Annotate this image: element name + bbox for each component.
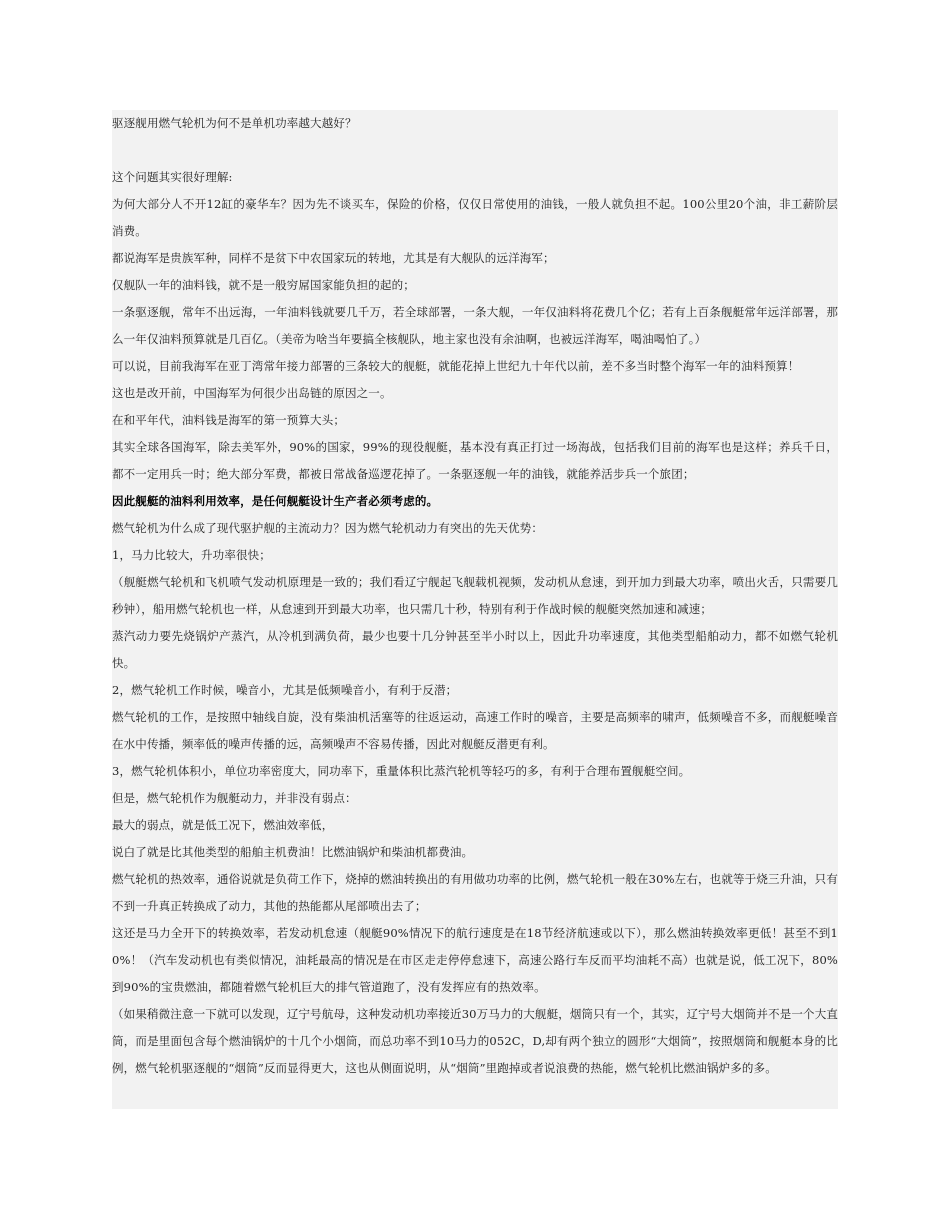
paragraph: 仅舰队一年的油料钱，就不是一般穷屌国家能负担的起的； xyxy=(112,278,415,292)
paragraph: 1，马力比较大，升功率很快； xyxy=(112,548,271,562)
paragraph: 3，燃气轮机体积小，单位功率密度大，同功率下，重量体积比蒸汽轮机等轻巧的多，有利于合理布置舰艇空间。 xyxy=(112,764,691,778)
paragraph: （舰艇燃气轮机和飞机喷气发动机原理是一致的；我们看辽宁舰起飞舰载机视频，发动机从怠速，到开加力到最大功率，喷出火舌，只需要几秒钟），船用燃气轮机也一样，从怠速到开到最大功率，也只需几十秒，特别有利于作战时候的舰艇突然加速和减速； xyxy=(112,575,838,616)
paragraph: 燃气轮机的热效率，通俗说就是负荷工作下，烧掉的燃油转换出的有用做功功率的比例，燃气轮机一般在30%左右，也就等于烧三升油，只有不到一升真正转换成了动力，其他的热能都从尾部喷出去了； xyxy=(112,872,838,913)
paragraph: 说白了就是比其他类型的船舶主机费油！比燃油锅炉和柴油机都费油。 xyxy=(112,845,474,859)
paragraph: 其实全球各国海军，除去美军外，90%的国家，99%的现役舰艇，基本没有真正打过一场海战，包括我们目前的海军也是这样；养兵千日，都不一定用兵一时；绝大部分军费，都被日常战备巡逻花掉了。一条驱逐舰一年的油钱，就能养活步兵一个旅团； xyxy=(112,440,838,481)
paragraph: （如果稍微注意一下就可以发现，辽宁号航母，这种发动机功率接近30万马力的大舰艇，烟筒只有一个，其实，辽宁号大烟筒并不是一个大直筒，而是里面包含每个燃油锅炉的十几个小烟筒，而总功率不到10马力的052C，D,却有两个独立的圆形“大烟筒”，按照烟筒和舰艇本身的比例，燃气轮机驱逐舰的“烟筒”反而显得更大，这也从侧面说明，从“烟筒”里跑掉或者说浪费的热能，燃气轮机比燃油锅炉多的多。 xyxy=(112,1007,838,1075)
paragraph: 可以说，目前我海军在亚丁湾常年接力部署的三条较大的舰艇，就能花掉上世纪九十年代以前，差不多当时整个海军一年的油料预算！ xyxy=(112,359,800,373)
paragraph: 为何大部分人不开12缸的豪华车？因为先不谈买车，保险的价格，仅仅日常使用的油钱，一般人就负担不起。100公里20个油，非工薪阶层消费。 xyxy=(112,197,838,238)
document-body xyxy=(112,110,838,1109)
paragraph: 都说海军是贵族军种，同样不是贫下中农国家玩的转地，尤其是有大舰队的远洋海军； xyxy=(112,251,555,265)
paragraph: 这也是改开前，中国海军为何很少出岛链的原因之一。 xyxy=(112,386,392,400)
paragraph: 这个问题其实很好理解: xyxy=(112,170,233,184)
emphasized-paragraph: 因此舰艇的油料利用效率，是任何舰艇设计生产者必须考虑的。 xyxy=(112,494,439,508)
paragraph: 2，燃气轮机工作时候，噪音小，尤其是低频噪音小，有利于反潜； xyxy=(112,683,458,697)
paragraph: 但是，燃气轮机作为舰艇动力，并非没有弱点： xyxy=(112,791,357,805)
paragraph: 一条驱逐舰，常年不出远海，一年油料钱就要几千万，若全球部署，一条大舰，一年仅油料将花费几个亿；若有上百条舰艇常年远洋部署，那么一年仅油料预算就是几百亿。（美帝为啥当年要搞全核舰队，地主家也没有余油啊，也被远洋海军，喝油喝怕了。） xyxy=(112,305,838,346)
paragraph: 燃气轮机的工作，是按照中轴线自旋，没有柴油机活塞等的往返运动，高速工作时的噪音，主要是高频率的啸声，低频噪音不多，而舰艇噪音在水中传播，频率低的噪声传播的远，高频噪声不容易传播，因此对舰艇反潜更有利。 xyxy=(112,710,838,751)
paragraph: 这还是马力全开下的转换效率，若发动机怠速（舰艇90%情况下的航行速度是在18节经济航速或以下），那么燃油转换效率更低！甚至不到10%！（汽车发动机也有类似情况，油耗最高的情况是在市区走走停停怠速下，高速公路行车反而平均油耗不高）也就是说，低工况下，80%到90%的宝贵燃油，都随着燃气轮机巨大的排气管道跑了，没有发挥应有的热效率。 xyxy=(112,926,838,994)
paragraph: 最大的弱点，就是低工况下，燃油效率低， xyxy=(112,818,334,832)
document-title: 驱逐舰用燃气轮机为何不是单机功率越大越好？ xyxy=(112,116,357,130)
paragraph: 燃气轮机为什么成了现代驱护舰的主流动力？因为燃气轮机动力有突出的先天优势： xyxy=(112,521,544,535)
blank-line xyxy=(112,137,838,164)
paragraph: 蒸汽动力要先烧锅炉产蒸汽，从冷机到满负荷，最少也要十几分钟甚至半小时以上，因此升功率速度，其他类型船舶动力，都不如燃气轮机快。 xyxy=(112,629,838,670)
paragraph: 在和平年代，油料钱是海军的第一预算大头； xyxy=(112,413,345,427)
